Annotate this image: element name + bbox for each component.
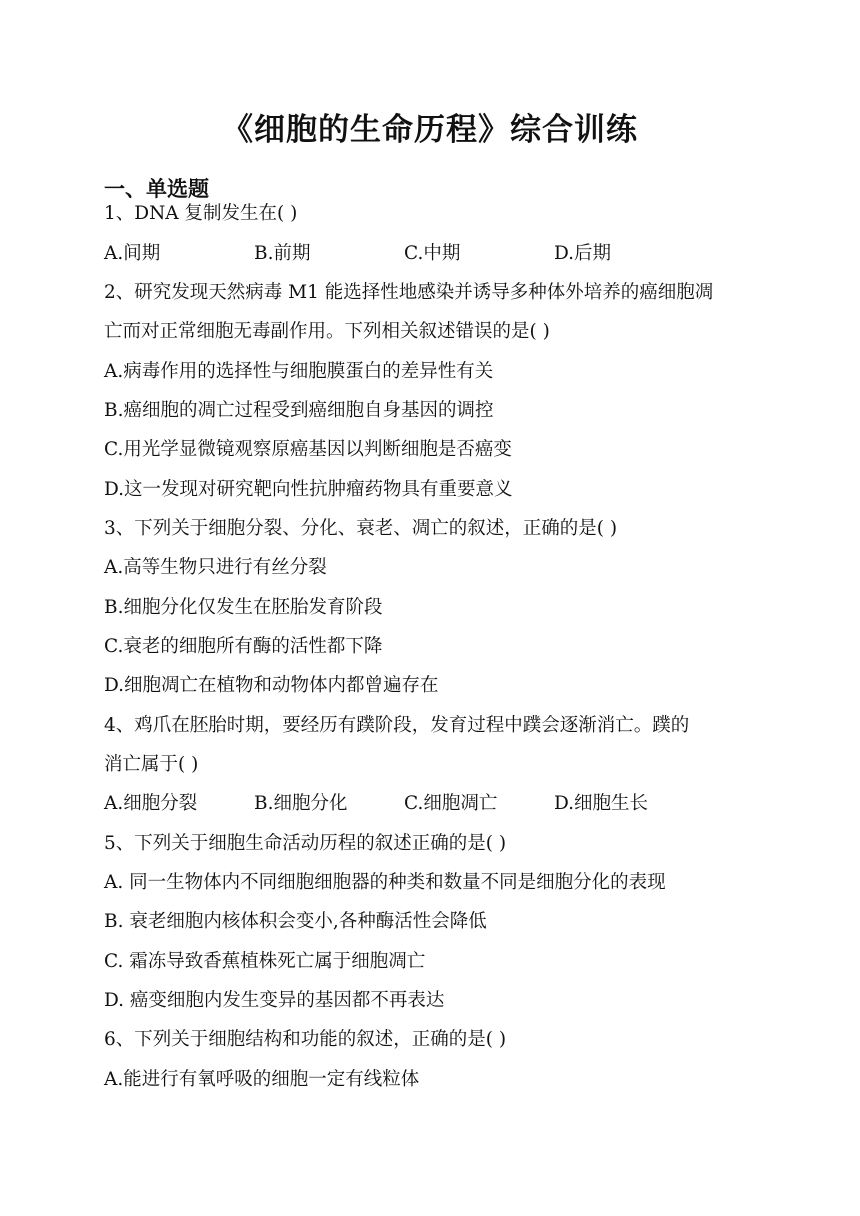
question-4-stem-line-1: 4、鸡爪在胚胎时期，要经历有蹼阶段，发育过程中蹼会逐渐消亡。蹼的 [104, 715, 690, 736]
question-6-option-a: A.能进行有氧呼吸的细胞一定有线粒体 [104, 1069, 420, 1090]
section-heading: 一、单选题 [104, 177, 209, 201]
question-1-option-a: A.间期 [104, 243, 161, 264]
question-2-option-b: B.癌细胞的凋亡过程受到癌细胞自身基因的调控 [104, 400, 494, 421]
question-3-option-a: A.高等生物只进行有丝分裂 [104, 557, 327, 578]
question-1-option-c: C.中期 [404, 243, 461, 264]
question-4-option-a: A.细胞分裂 [104, 793, 198, 814]
question-5-stem: 5、下列关于细胞生命活动历程的叙述正确的是( ) [104, 833, 507, 854]
question-3-option-b: B.细胞分化仅发生在胚胎发育阶段 [104, 597, 383, 618]
question-2-option-a: A.病毒作用的选择性与细胞膜蛋白的差异性有关 [104, 361, 494, 382]
question-3-option-d: D.细胞凋亡在植物和动物体内都曾遍存在 [104, 675, 439, 696]
question-1-option-b: B.前期 [254, 243, 311, 264]
question-5-option-d: D. 癌变细胞内发生变异的基因都不再表达 [104, 990, 445, 1011]
question-3-stem: 3、下列关于细胞分裂、分化、衰老、凋亡的叙述，正确的是( ) [104, 518, 618, 539]
question-5-option-a: A. 同一生物体内不同细胞细胞器的种类和数量不同是细胞分化的表现 [104, 872, 666, 893]
question-1-stem: 1、DNA 复制发生在( ) [104, 203, 298, 224]
question-4-option-c: C.细胞凋亡 [404, 793, 498, 814]
question-2-stem-line-1: 2、研究发现天然病毒 M1 能选择性地感染并诱导多种体外培养的癌细胞凋 [104, 282, 714, 303]
question-1-option-d: D.后期 [554, 243, 612, 264]
question-5-option-b: B. 衰老细胞内核体积会变小,各种酶活性会降低 [104, 911, 487, 932]
question-2-stem-line-2: 亡而对正常细胞无毒副作用。下列相关叙述错误的是( ) [104, 321, 550, 342]
question-2-option-c: C.用光学显微镜观察原癌基因以判断细胞是否癌变 [104, 439, 512, 460]
question-4-stem-line-2: 消亡属于( ) [104, 754, 199, 775]
question-4-option-b: B.细胞分化 [254, 793, 348, 814]
question-2-option-d: D.这一发现对研究靶向性抗肿瘤药物具有重要意义 [104, 479, 513, 500]
question-5-option-c: C. 霜冻导致香蕉植株死亡属于细胞凋亡 [104, 951, 426, 972]
question-4-option-d: D.细胞生长 [554, 793, 649, 814]
document-title: 《细胞的生命历程》综合训练 [222, 112, 638, 148]
question-3-option-c: C.衰老的细胞所有酶的活性都下降 [104, 636, 383, 657]
question-6-stem: 6、下列关于细胞结构和功能的叙述，正确的是( ) [104, 1029, 507, 1050]
